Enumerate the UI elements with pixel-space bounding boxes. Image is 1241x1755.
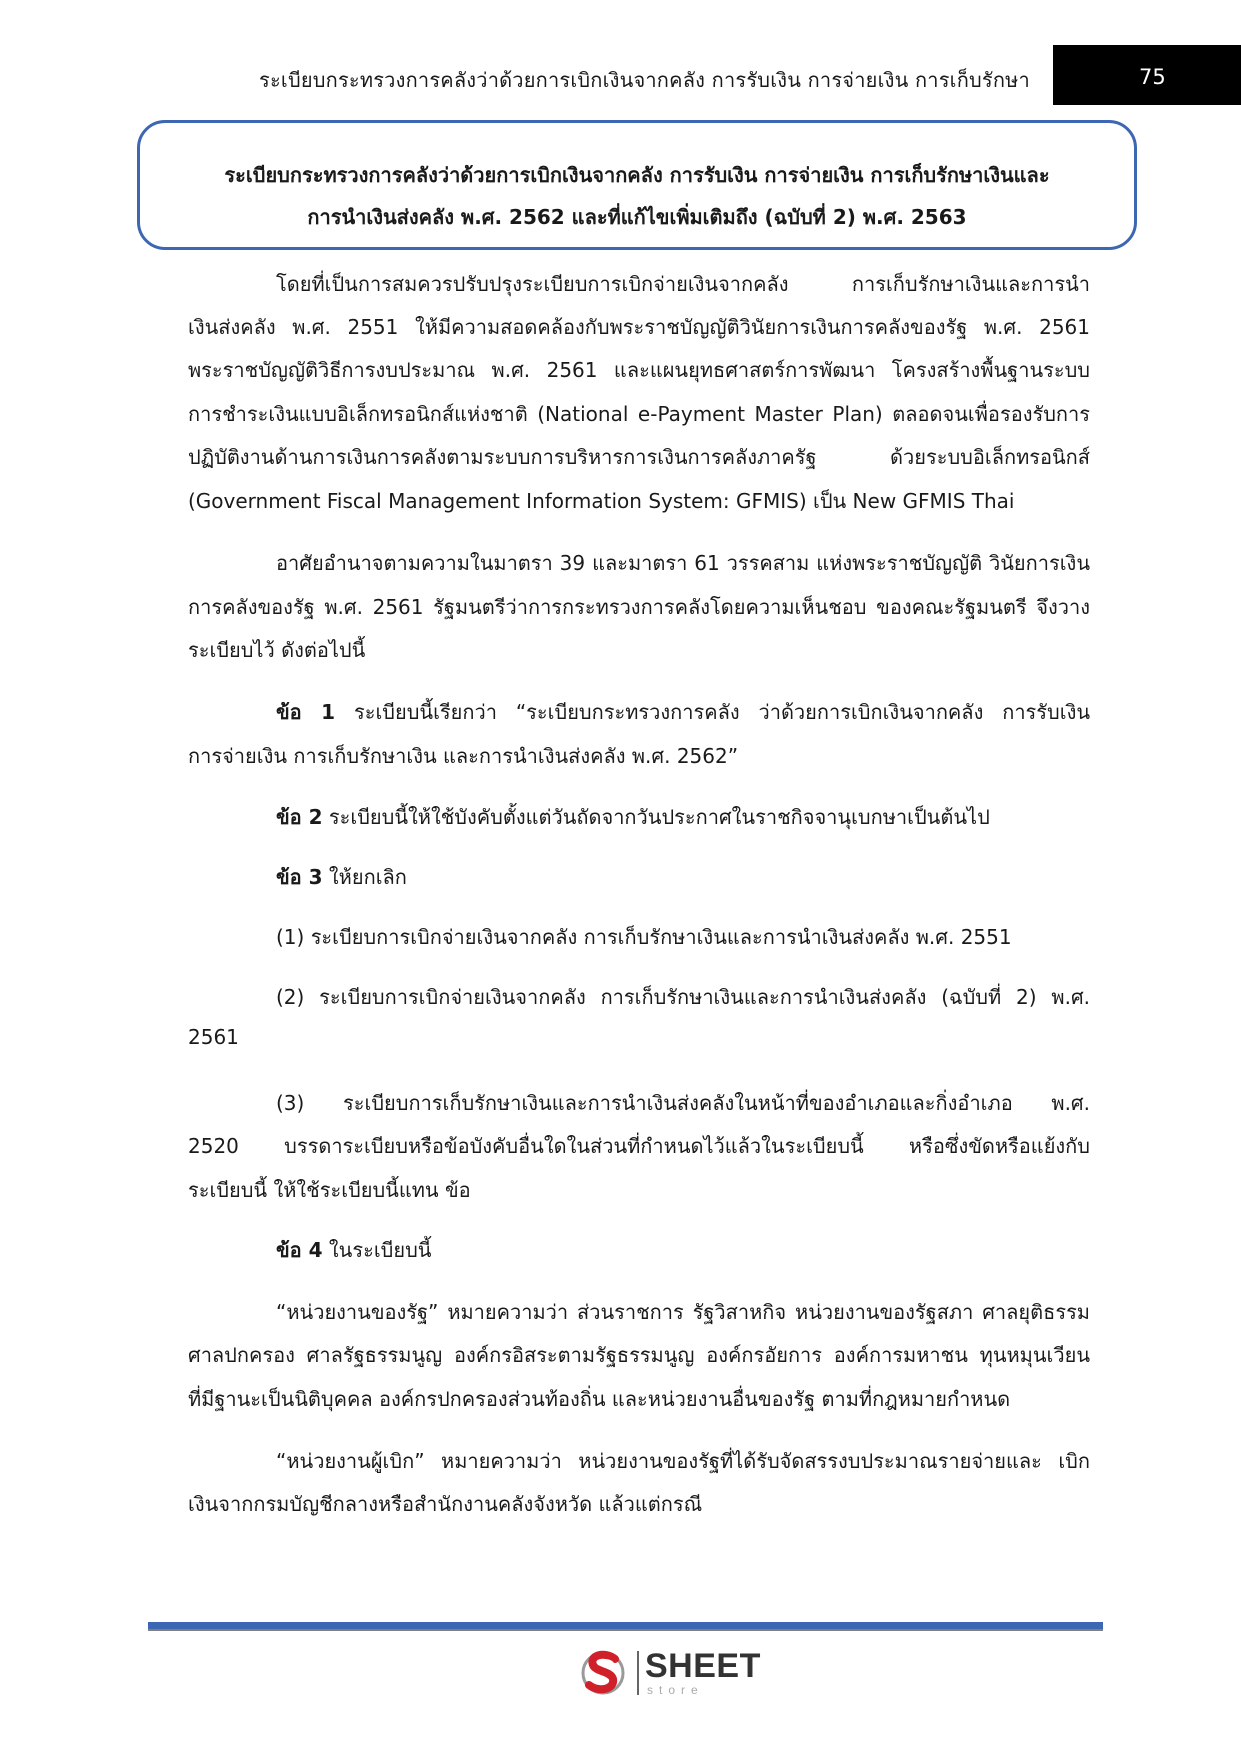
preamble-line: ปฏิบัติงานด้านการเงินการคลังตามระบบการบริหารการเงินการคลังภาครัฐ ด้วยระบบอิเล็กทรอนิกส์: [188, 445, 1090, 469]
section-3-item-2: 2561: [188, 1025, 239, 1049]
document-title-line-1: ระเบียบกระทรวงการคลังว่าด้วยการเบิกเงินจากคลัง การรับเงิน การจ่ายเงิน การเก็บรักษาเงินและ: [224, 163, 1050, 187]
section-2-line: [276, 801, 990, 833]
definition-line: “หน่วยงานของรัฐ” หมายความว่า ส่วนราชการ รัฐวิสาหกิจ หน่วยงานของรัฐสภา ศาลยุติธรรม: [276, 1300, 1090, 1324]
section-1-text: ระเบียบนี้เรียกว่า “ระเบียบกระทรวงการคลัง ว่าด้วยการเบิกเงินจากคลัง การรับเงิน: [335, 700, 1091, 724]
authority-line: อาศัยอำนาจตามความในมาตรา 39 และมาตรา 61 วรรคสาม แห่งพระราชบัญญัติ วินัยการเงิน: [276, 551, 1090, 575]
running-header: ระเบียบกระทรวงการคลังว่าด้วยการเบิกเงินจากคลัง การรับเงิน การจ่ายเงิน การเก็บรักษา: [259, 68, 1030, 92]
section-2-text: ระเบียบนี้ให้ใช้บังคับตั้งแต่วันถัดจากวันประกาศในราชกิจจานุเบกษาเป็นต้นไป: [322, 805, 990, 829]
section-1-line: [276, 696, 1090, 728]
section-3-item-1: (1) ระเบียบการเบิกจ่ายเงินจากคลัง การเก็บรักษาเงินและการนำเงินส่งคลัง พ.ศ. 2551: [276, 925, 1012, 949]
footer-rule: [148, 1622, 1103, 1631]
section-3-item-3: ระเบียบนี้ ให้ใช้ระเบียบนี้แทน ข้อ: [188, 1178, 471, 1202]
authority-line: ระเบียบไว้ ดังต่อไปนี้: [188, 638, 366, 662]
page-number-box: [1053, 45, 1241, 105]
document-title-line-2: การนำเงินส่งคลัง พ.ศ. 2562 และที่แก้ไขเพิ่มเติมถึง (ฉบับที่ 2) พ.ศ. 2563: [307, 205, 967, 229]
preamble-line: การชำระเงินแบบอิเล็กทรอนิกส์แห่งชาติ (National e-Payment Master Plan) ตลอดจนเพื่อรองรับการ: [188, 402, 1090, 426]
section-4-text: ในระเบียบนี้: [322, 1238, 432, 1262]
section-3-item-3: 2520 บรรดาระเบียบหรือข้อบังคับอื่นใดในส่วนที่กำหนดไว้แล้วในระเบียบนี้ หรือซึ่งขัดหรือแย้งกับ: [188, 1134, 1090, 1158]
definition-line: เงินจากกรมบัญชีกลางหรือสำนักงานคลังจังหวัด แล้วแต่กรณี: [188, 1492, 703, 1516]
section-1-label: ข้อ 1: [276, 700, 336, 724]
logo-subtext: store: [647, 1683, 704, 1697]
section-3-item-3: (3) ระเบียบการเก็บรักษาเงินและการนำเงินส่งคลังในหน้าที่ของอำเภอและกิ่งอำเภอ พ.ศ.: [276, 1091, 1090, 1115]
section-3-text: ให้ยกเลิก: [322, 865, 407, 889]
logo-divider: [637, 1651, 639, 1695]
definition-line: “หน่วยงานผู้เบิก” หมายความว่า หน่วยงานของรัฐที่ได้รับจัดสรรงบประมาณรายจ่ายและ เบิก: [276, 1449, 1090, 1473]
preamble-line: พระราชบัญญัติวิธีการงบประมาณ พ.ศ. 2561 และแผนยุทธศาสตร์การพัฒนา โครงสร้างพื้นฐานระบบ: [188, 358, 1090, 382]
section-3-label: ข้อ 3: [276, 865, 323, 889]
authority-line: การคลังของรัฐ พ.ศ. 2561 รัฐมนตรีว่าการกระทรวงการคลังโดยความเห็นชอบ ของคณะรัฐมนตรี จึงวาง: [188, 595, 1090, 619]
document-title-box: [137, 120, 1137, 250]
section-3-line: [276, 861, 407, 893]
section-2-label: ข้อ 2: [276, 805, 323, 829]
section-4-line: [276, 1234, 431, 1266]
preamble-line: โดยที่เป็นการสมควรปรับปรุงระเบียบการเบิกจ่ายเงินจากคลัง การเก็บรักษาเงินและการนำ: [276, 272, 1090, 296]
section-4-label: ข้อ 4: [276, 1238, 323, 1262]
preamble-line: เงินส่งคลัง พ.ศ. 2551 ให้มีความสอดคล้องกับพระราชบัญญัติวินัยการเงินการคลังของรัฐ พ.ศ. 2561: [188, 315, 1090, 339]
logo-s-icon: [577, 1645, 629, 1700]
section-3-item-2: (2) ระเบียบการเบิกจ่ายเงินจากคลัง การเก็บรักษาเงินและการนำเงินส่งคลัง (ฉบับที่ 2) พ.ศ.: [276, 985, 1090, 1009]
page-number: 75: [1139, 65, 1166, 89]
definition-line: ศาลปกครอง ศาลรัฐธรรมนูญ องค์กรอิสระตามรัฐธรรมนูญ องค์กรอัยการ องค์การมหาชน ทุนหมุนเวียน: [188, 1343, 1090, 1367]
sheet-store-logo: [577, 1645, 761, 1700]
section-1-line: การจ่ายเงิน การเก็บรักษาเงิน และการนำเงินส่งคลัง พ.ศ. 2562”: [188, 744, 739, 768]
definition-line: ที่มีฐานะเป็นนิติบุคคล องค์กรปกครองส่วนท้องถิ่น และหน่วยงานอื่นของรัฐ ตามที่กฎหมายกำหนด: [188, 1387, 1011, 1411]
preamble-line: (Government Fiscal Management Information System: GFMIS) เป็น New GFMIS Thai: [188, 489, 1015, 513]
logo-text: SHEET: [645, 1647, 761, 1685]
